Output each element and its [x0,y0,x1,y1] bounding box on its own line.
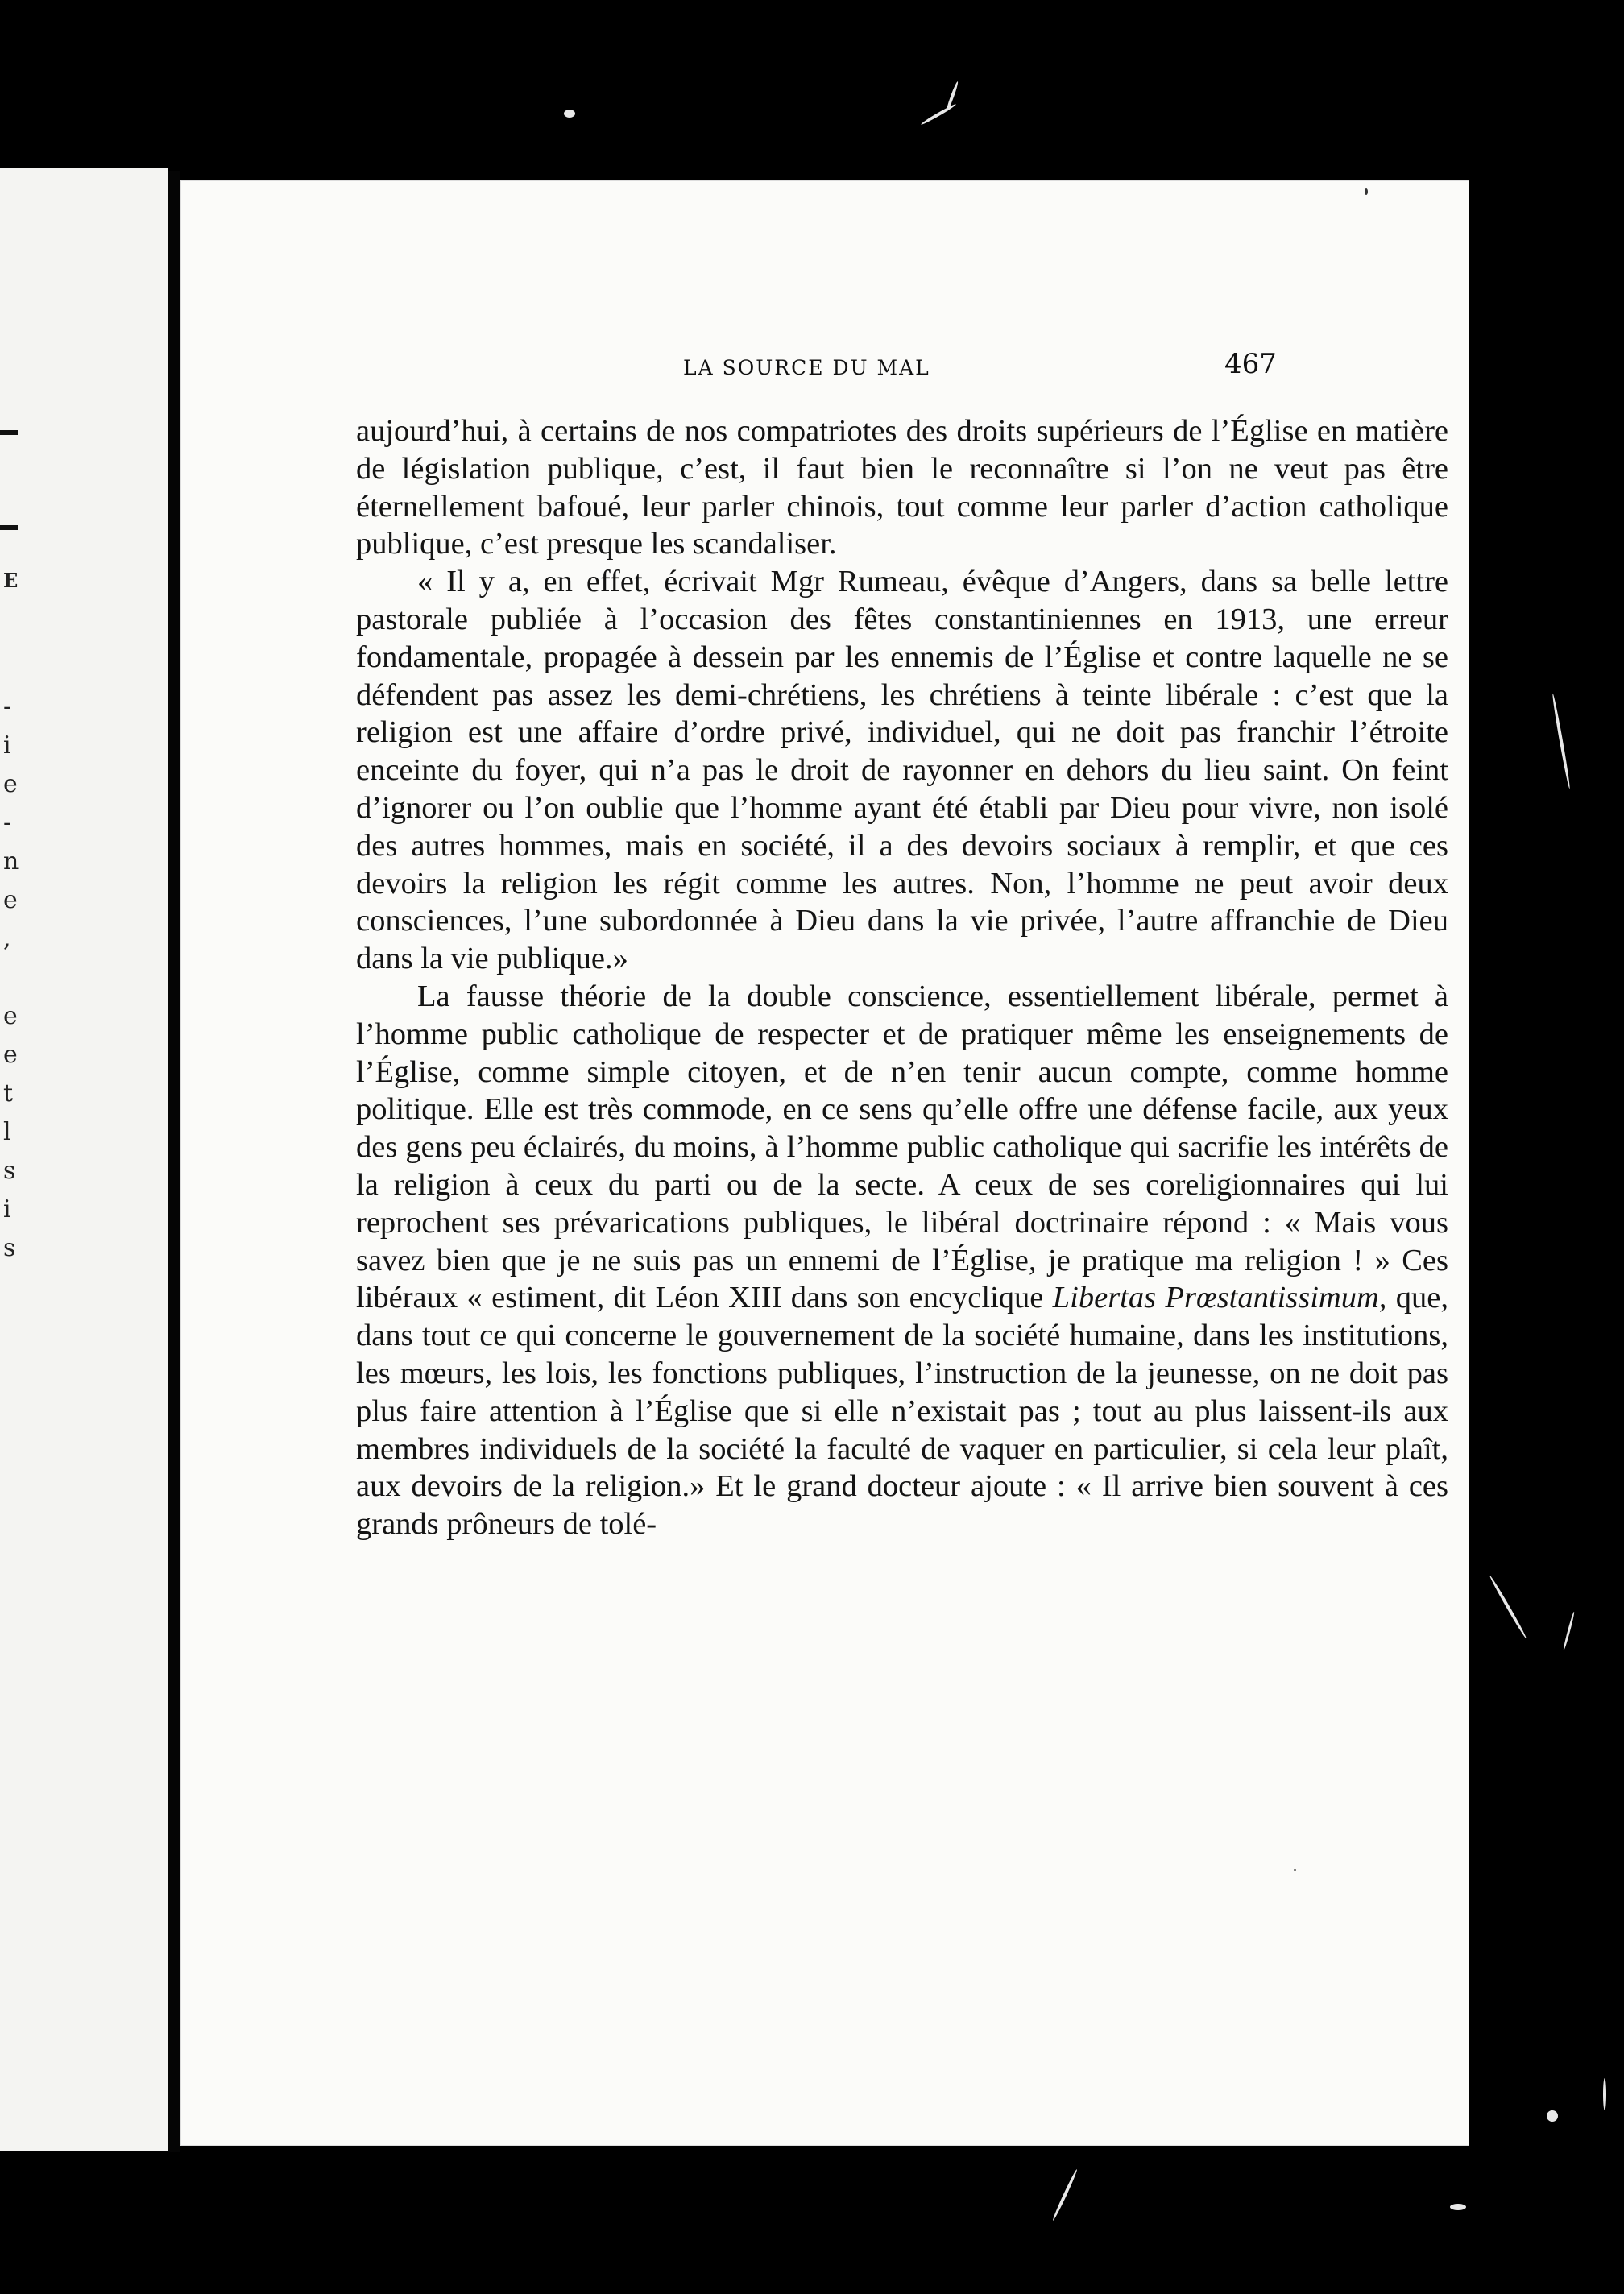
scan-artifact [1051,2168,1078,2221]
scan-artifact [1365,188,1368,195]
scan-artifact [1563,1611,1576,1650]
scan-artifact [920,103,956,126]
running-head: LA SOURCE DU MAL [683,356,930,379]
scan-artifact [1489,1575,1527,1639]
paragraph [356,978,1448,1543]
paragraph-text: que, dans tout ce qui concerne le gouvernement de la société humaine, dans les institutions, les mœurs, les lois, les fonctions publiques, l’instruction de la jeunesse, on ne doit pas plus faire attention à l’Église que si elle n’existait pas ; tout au plus laissent-ils aux membres individuels de la société la faculté de vaquer en particulier, si cela leur plaît, aux devoirs de la religion.» Et le grand docteur ajoute : « Il arrive bien souvent à ces grands prôneurs de tolé- [356,1281,1448,1542]
left-page-fragment: s [3,1157,16,1185]
left-page-fragment: , [3,925,11,953]
scan-artifact [1450,2204,1466,2210]
left-page-fragment: e [3,1041,18,1069]
left-page-fragment: i [3,731,11,760]
book-spine-shadow [168,171,180,2152]
paragraph: aujourd’hui, à certains de nos compatriotes des droits supérieurs de l’Église en matière de législation publique, c’est, il faut bien le reconnaître si l’on ne veut pas être éternellement bafoué, leur parler chinois, tout comme leur parler d’action catholique publique, c’est presque les scandaliser. [356,414,1448,561]
scanned-page [180,180,1469,2146]
paragraph-text: La fausse théorie de la double conscience, essentiellement libérale, permet à l’homme public catholique de respecter et de pratiquer même les enseignements de l’Église, comme simple citoyen, et de n’en tenir aucun compte, comme homme politique. Elle est très commode, en ce sens qu’elle offre une défense facile, aux yeux des gens peu éclairés, du moins, à l’homme public catholique qui sacrifie les intérêts de la religion à ceux du parti ou de la secte. A ceux de ses coreligionnaires qui lui reprochent ses prévarications publiques, le libéral doctrinaire répond : « Mais vous savez bien que je ne suis pas un ennemi de l’Église, je pratique ma religion ! » Ces libéraux « estiment, dit Léon XIII dans son encyclique [356,979,1448,1315]
left-page-fragment: e [3,886,18,914]
page-number: 467 [1224,348,1277,380]
left-page-fragment: e [3,770,18,798]
left-page-fragment: i [3,1195,11,1224]
encyclical-title: Libertas Prœstantissimum, [1052,1281,1387,1315]
scan-artifact [1603,2078,1606,2110]
left-page-fragment: e [3,1002,18,1030]
scan-artifact [1552,694,1572,789]
left-page-fragment: E [3,569,19,592]
paragraph: « Il y a, en effet, écrivait Mgr Rumeau, évêque d’Angers, dans sa belle lettre pastorale publiée à l’occasion des fêtes constantiniennes en 1913, une erreur fondamentale, propagée à dessein par les ennemis de l’Église et contre laquelle ne se défendent pas assez les demi-chrétiens, les chrétiens à teinte libérale : c’est que la religion est une affaire d’ordre privé, individuel, qui ne doit pas franchir l’étroite enceinte du foyer, qui n’a pas le droit de rayonner en dehors du lieu saint. On feint d’ignorer ou l’on oublie que l’homme ayant été établi par Dieu pour vivre, non isolé des autres hommes, mais en société, il a des devoirs sociaux à remplir, et que ces devoirs la religion les régit comme les autres. Non, l’homme ne peut avoir deux consciences, l’une subordonnée à Dieu dans la vie privée, l’autre affranchie de Dieu dans la vie publique.» [356,565,1448,976]
scan-artifact [1294,1869,1296,1871]
scan-artifact [1547,2110,1558,2122]
left-page-fragment: - [3,809,12,837]
scan-artifact [564,110,575,118]
left-page-rule [0,525,18,530]
left-page-fragment: - [3,693,12,721]
left-page-rule [0,430,18,435]
left-page-fragment: n [3,847,19,876]
body-text [356,412,1448,1543]
left-page-fragment: l [3,1118,11,1146]
left-page-fragment: s [3,1234,16,1262]
left-page-fragment: t [3,1079,14,1108]
left-facing-page [0,168,168,2151]
